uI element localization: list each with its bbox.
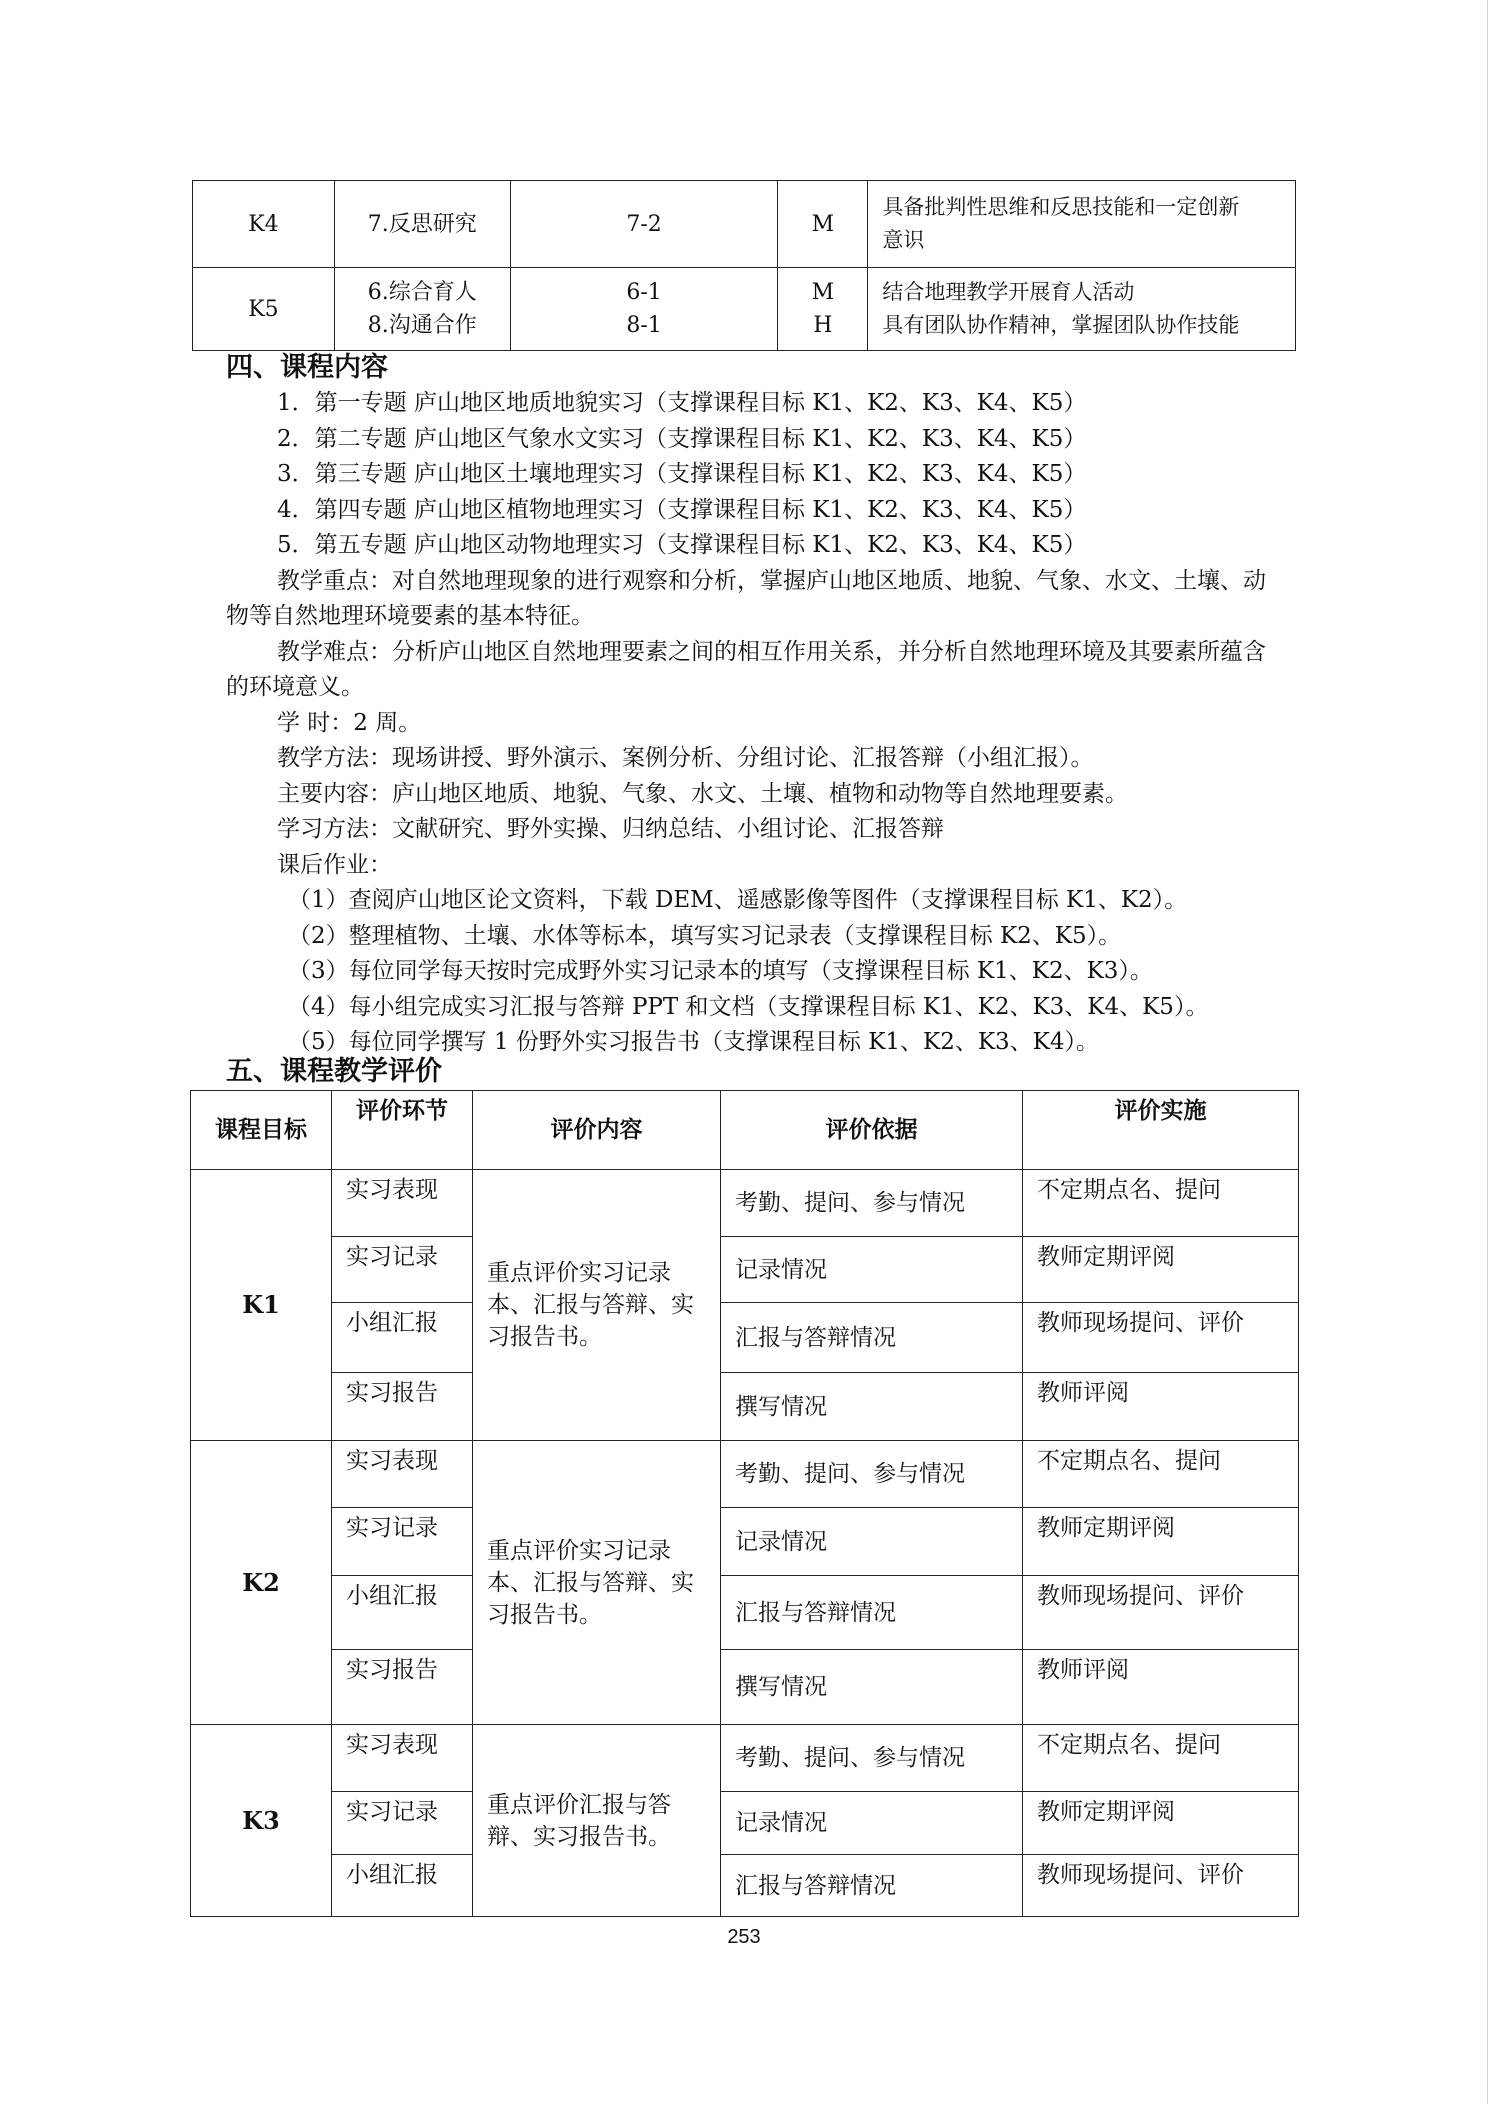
basis-cell: 考勤、提问、参与情况	[721, 1725, 1023, 1792]
table-row	[191, 1441, 1299, 1508]
table-header-row	[191, 1091, 1299, 1170]
table-row	[191, 1373, 1299, 1441]
table-row	[193, 268, 1296, 351]
header-content: 评价内容	[473, 1091, 721, 1170]
section-heading-evaluation: 五、课程教学评价	[226, 1056, 442, 1087]
table-row	[191, 1303, 1299, 1373]
impl-cell: 教师定期评阅	[1023, 1792, 1299, 1855]
basis-cell: 汇报与答辩情况	[721, 1855, 1023, 1917]
hours-line: 学 时：2 周。	[277, 709, 422, 736]
topic-item: 1．第一专题 庐山地区地质地貌实习（支撑课程目标 K1、K2、K3、K4、K5）	[277, 390, 1087, 416]
stage-cell: 实习表现	[332, 1170, 473, 1237]
basis-cell: 撰写情况	[721, 1373, 1023, 1441]
header-basis: 评价依据	[721, 1091, 1023, 1170]
section-heading-course-content: 四、课程内容	[226, 352, 388, 383]
table-row	[191, 1650, 1299, 1725]
content-cell: 重点评价实习记录本、汇报与答辩、实习报告书。	[473, 1170, 721, 1441]
basis-cell: 撰写情况	[721, 1650, 1023, 1725]
table-row	[193, 181, 1296, 268]
impl-cell: 不定期点名、提问	[1023, 1725, 1299, 1792]
homework-item: （4）每小组完成实习汇报与答辩 PPT 和文档（支撑课程目标 K1、K2、K3、K4、K5）。	[288, 993, 1209, 1020]
topic-item: 5．第五专题 庐山地区动物地理实习（支撑课程目标 K1、K2、K3、K4、K5）	[277, 532, 1087, 558]
stage-cell: 实习记录	[332, 1792, 473, 1855]
stage-cell: 实习记录	[332, 1508, 473, 1576]
basis-cell: 记录情况	[721, 1792, 1023, 1855]
table-row	[191, 1792, 1299, 1855]
impl-cell: 教师评阅	[1023, 1650, 1299, 1725]
impl-cell: 教师现场提问、评价	[1023, 1303, 1299, 1373]
content-cell: 重点评价实习记录本、汇报与答辩、实习报告书。	[473, 1441, 721, 1725]
stage-cell: 实习表现	[332, 1441, 473, 1508]
basis-cell: 汇报与答辩情况	[721, 1576, 1023, 1650]
table-row	[191, 1508, 1299, 1576]
stage-cell: 实习报告	[332, 1373, 473, 1441]
table-row	[191, 1725, 1299, 1792]
table-row	[191, 1855, 1299, 1917]
indicator-cell: 7-2	[510, 181, 778, 268]
stage-cell: 小组汇报	[332, 1576, 473, 1650]
goal-cell: K2	[191, 1441, 332, 1725]
course-content-body	[226, 386, 1276, 1061]
stage-cell: 小组汇报	[332, 1303, 473, 1373]
page-number: 253	[727, 1926, 761, 1948]
basis-cell: 考勤、提问、参与情况	[721, 1170, 1023, 1237]
impl-cell: 教师定期评阅	[1023, 1508, 1299, 1576]
indicator-cell: 6-1 8-1	[510, 268, 778, 351]
requirement-cell: 7.反思研究	[334, 181, 510, 268]
basis-cell: 汇报与答辩情况	[721, 1303, 1023, 1373]
level-cell: M H	[778, 268, 868, 351]
table-row	[191, 1237, 1299, 1303]
stage-cell: 实习表现	[332, 1725, 473, 1792]
difficulties-paragraph: 教学难点：分析庐山地区自然地理要素之间的相互作用关系，并分析自然地理环境及其要素所蕴含的环境意义。	[226, 638, 1266, 700]
stage-cell: 小组汇报	[332, 1855, 473, 1917]
goal-cell: K1	[191, 1170, 332, 1441]
header-impl: 评价实施	[1023, 1091, 1299, 1170]
topic-item: 3．第三专题 庐山地区土壤地理实习（支撑课程目标 K1、K2、K3、K4、K5）	[277, 461, 1087, 487]
description-cell: 具备批判性思维和反思技能和一定创新 意识	[868, 181, 1296, 268]
key-points-paragraph: 教学重点：对自然地理现象的进行观察和分析，掌握庐山地区地质、地貌、气象、水文、土壤、动物等自然地理环境要素的基本特征。	[226, 567, 1266, 629]
goal-cell: K4	[193, 181, 335, 268]
main-content-line: 主要内容：庐山地区地质、地貌、气象、水文、土壤、植物和动物等自然地理要素。	[277, 780, 1128, 807]
description-cell: 结合地理教学开展育人活动 具有团队协作精神，掌握团队协作技能	[868, 268, 1296, 351]
homework-item: （1）查阅庐山地区论文资料，下载 DEM、遥感影像等图件（支撑课程目标 K1、K2）。	[288, 887, 1188, 913]
stage-cell: 实习报告	[332, 1650, 473, 1725]
table-row	[191, 1170, 1299, 1237]
impl-cell: 教师现场提问、评价	[1023, 1576, 1299, 1650]
homework-item: （3）每位同学每天按时完成野外实习记录本的填写（支撑课程目标 K1、K2、K3）。	[288, 958, 1153, 984]
goal-cell: K3	[191, 1725, 332, 1917]
header-goal: 课程目标	[191, 1091, 332, 1170]
goal-cell: K5	[193, 268, 335, 351]
topic-item: 4．第四专题 庐山地区植物地理实习（支撑课程目标 K1、K2、K3、K4、K5）	[277, 496, 1087, 523]
evaluation-table	[190, 1090, 1299, 1917]
topic-item: 2．第二专题 庐山地区气象水文实习（支撑课程目标 K1、K2、K3、K4、K5）	[277, 425, 1087, 452]
homework-label: 课后作业：	[277, 851, 392, 878]
impl-cell: 教师定期评阅	[1023, 1237, 1299, 1303]
teaching-methods-line: 教学方法：现场讲授、野外演示、案例分析、分组讨论、汇报答辩（小组汇报）。	[277, 745, 1094, 771]
study-methods-line: 学习方法：文献研究、野外实操、归纳总结、小组讨论、汇报答辩	[277, 816, 944, 842]
header-stage: 评价环节	[332, 1091, 473, 1170]
content-cell: 重点评价汇报与答辩、实习报告书。	[473, 1725, 721, 1917]
impl-cell: 教师现场提问、评价	[1023, 1855, 1299, 1917]
goal-requirement-table	[192, 180, 1296, 351]
basis-cell: 考勤、提问、参与情况	[721, 1441, 1023, 1508]
impl-cell: 不定期点名、提问	[1023, 1170, 1299, 1237]
requirement-cell: 6.综合育人 8.沟通合作	[334, 268, 510, 351]
impl-cell: 不定期点名、提问	[1023, 1441, 1299, 1508]
basis-cell: 记录情况	[721, 1237, 1023, 1303]
basis-cell: 记录情况	[721, 1508, 1023, 1576]
level-cell: M	[778, 181, 868, 268]
homework-item: （5）每位同学撰写 1 份野外实习报告书（支撑课程目标 K1、K2、K3、K4）。	[288, 1029, 1099, 1055]
impl-cell: 教师评阅	[1023, 1373, 1299, 1441]
homework-item: （2）整理植物、土壤、水体等标本，填写实习记录表（支撑课程目标 K2、K5）。	[288, 922, 1122, 949]
table-row	[191, 1576, 1299, 1650]
stage-cell: 实习记录	[332, 1237, 473, 1303]
